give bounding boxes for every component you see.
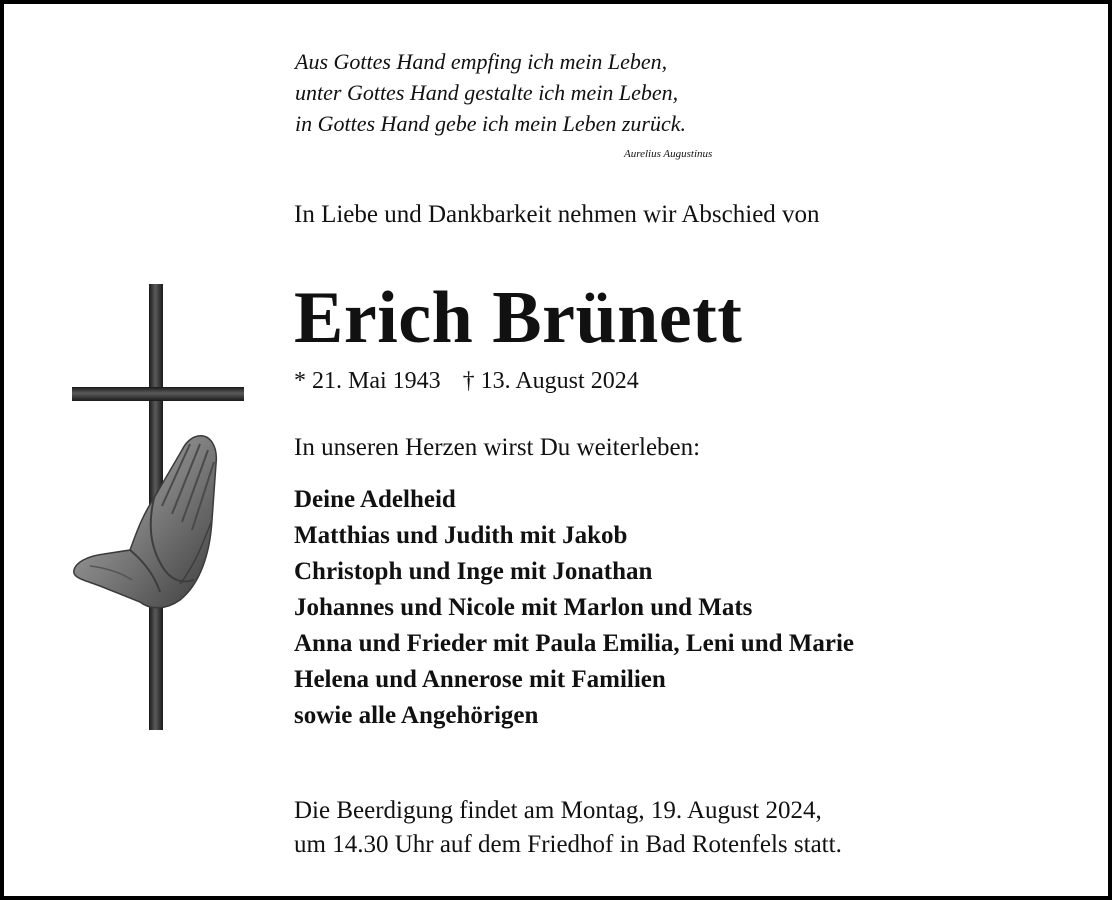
funeral-line-1: Die Beerdigung findet am Montag, 19. August 2024, [294,797,822,824]
life-dates [294,368,639,395]
quote-line-3: in Gottes Hand gebe ich mein Leben zurück. [295,111,687,136]
quote-author: Aurelius Augustinus [624,148,713,160]
closing-line: In unseren Herzen wirst Du weiterleben: [294,434,701,461]
death-date: † 13. August 2024 [462,368,639,394]
mourner-line: Matthias und Judith mit Jakob [294,522,628,549]
funeral-info [294,794,842,862]
cross-horizontal-beam [72,387,244,401]
funeral-line-2: um 14.30 Uhr auf dem Friedhof in Bad Rotenfels statt. [294,831,842,858]
mourner-line: sowie alle Angehörigen [294,702,539,729]
mourner-line: Helena und Annerose mit Familien [294,666,666,693]
intro-text: In Liebe und Dankbarkeit nehmen wir Abschied von [294,201,820,228]
quote-line-1: Aus Gottes Hand empfing ich mein Leben, [295,49,668,74]
mourner-line: Christoph und Inge mit Jonathan [294,558,653,585]
mourners-list [294,482,854,734]
mourner-line: Anna und Frieder mit Paula Emilia, Leni und Marie [294,630,854,657]
mourner-line: Johannes und Nicole mit Marlon und Mats [294,594,753,621]
cross-with-praying-hands-icon [70,284,246,730]
deceased-name: Erich Brünett [294,277,743,359]
birth-date: * 21. Mai 1943 [294,368,441,394]
quote-line-2: unter Gottes Hand gestalte ich mein Leben, [295,80,679,105]
mourner-line: Deine Adelheid [294,486,456,513]
praying-hands [74,436,217,608]
